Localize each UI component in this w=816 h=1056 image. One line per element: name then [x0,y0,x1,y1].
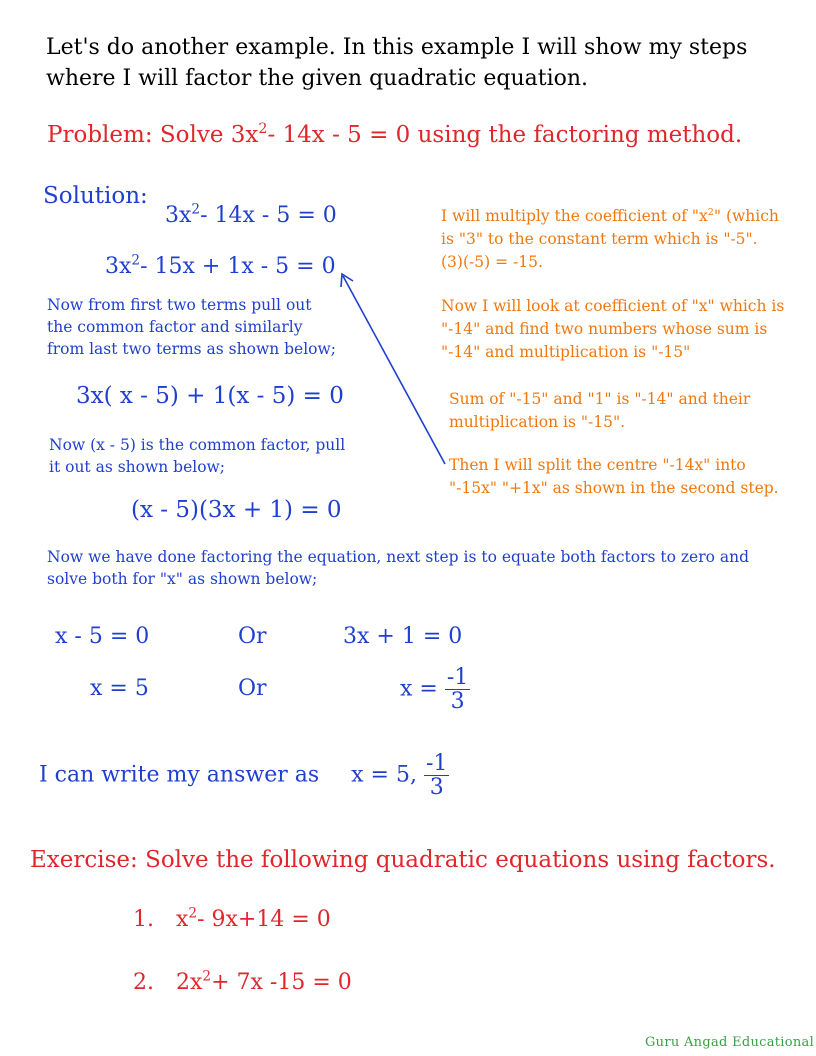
row2-denominator: 3 [450,689,465,715]
side-note3-line-1: Sum of "-15" and "1" is "-14" and their [449,390,751,408]
answer-text: I can write my answer as [39,762,320,788]
exercise-heading: Exercise: Solve the following quadratic equations using factors. [30,847,776,873]
note3-line-1: Now we have done factoring the equation, next step is to equate both factors to zero and [47,548,750,566]
note1-line-2: the common factor and similarly [47,318,303,336]
watermark: Guru Angad Educational [645,1035,815,1050]
exercise1-exponent: 2 [188,905,198,922]
row1-right: 3x + 1 = 0 [343,624,463,649]
exercise1-number: 1. [133,907,154,932]
side-note3-line-2: multiplication is "-15". [449,413,625,431]
exercise2-exponent: 2 [202,968,212,985]
side-note1-line-2: is "3" to the constant term which is "-5". [441,230,758,248]
row2-or: Or [238,676,267,701]
intro-line-2: where I will factor the given quadratic equation. [46,66,589,91]
solution-label: Solution: [43,183,148,209]
eq1-rest: - 14x - 5 = 0 [200,203,337,228]
eq2-exponent: 2 [131,252,141,269]
equation-4: (x - 5)(3x + 1) = 0 [131,497,342,523]
problem-prefix: Problem: Solve 3x [47,122,259,148]
answer-value: x = 5, [351,762,417,788]
equation-3: 3x( x - 5) + 1(x - 5) = 0 [76,383,344,409]
side-note2-line-2: "-14" and find two numbers whose sum is [441,320,768,338]
side-note1-line-3: (3)(-5) = -15. [441,253,543,271]
note2-line-2: it out as shown below; [49,458,226,476]
row1-left: x - 5 = 0 [55,624,150,649]
side-note2-line-3: "-14" and multiplication is "-15" [441,343,691,361]
eq1-exponent: 2 [191,201,201,218]
side-note1-exponent: 2 [707,207,714,219]
exercise2-number: 2. [133,970,154,995]
eq2-rest: - 15x + 1x - 5 = 0 [140,254,336,279]
row2-numerator: -1 [446,665,469,690]
note1-line-3: from last two terms as shown below; [47,340,336,358]
eq1-term: 3x [165,203,192,228]
side-note4-line-2: "-15x" "+1x" as shown in the second step. [449,479,779,497]
row2-x: x = [400,676,438,702]
exercise-item-2: 2. $2x^2+ 7x$ -15 = 0 [133,968,352,995]
side-note1-line-1: I will multiply the coefficient of "$x^2$" (which [441,207,779,225]
side-note4-line-1: Then I will split the centre "-14x" into [449,456,746,474]
note1-line-1: Now from first two terms pull out [47,296,312,314]
problem-exponent: 2 [258,121,268,138]
exercise-item-1: 1. $x^2-$ 9x+14 = 0 [133,905,331,932]
row1-or: Or [238,624,267,649]
side-note2-line-1: Now I will look at coefficient of "x" which is [441,297,785,315]
eq2-term: 3x [105,254,132,279]
answer-numerator: -1 [425,751,448,776]
note3-line-2: solve both for "x" as shown below; [47,570,318,588]
problem-suffix: - 14x - 5 = 0 using the factoring method. [267,122,743,148]
pointer-arrow-line [343,276,445,464]
answer-denominator: 3 [429,775,444,801]
row2-left: x = 5 [90,676,149,701]
intro-line-1: Let's do another example. In this example I will show my steps [46,35,748,60]
note2-line-1: Now (x - 5) is the common factor, pull [49,436,346,454]
